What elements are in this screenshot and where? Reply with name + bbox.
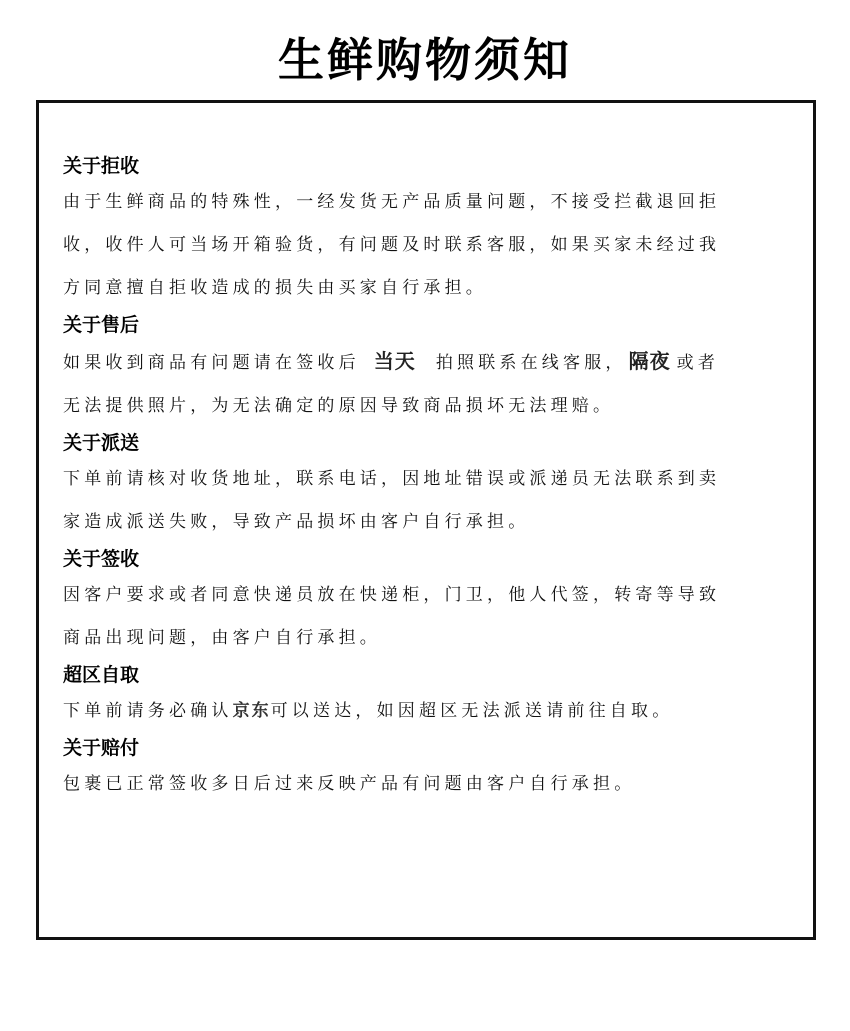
notice-content [63, 151, 793, 806]
section-line: 无法提供照片，为无法确定的原因导致商品损坏无法理赔。 [63, 396, 615, 416]
highlight-overnight: 隔夜 [628, 349, 671, 373]
section-line: 因客户要求或者同意快递员放在快递柜，门卫，他人代签，转寄等导致 [63, 585, 721, 605]
section-heading-delivery: 关于派送 [63, 432, 140, 454]
page-title: 生鲜购物须知 [278, 33, 572, 87]
text-segment: 或者 [676, 353, 720, 373]
section-line: 下单前请核对收货地址，联系电话，因地址错误或派递员无法联系到卖 [63, 469, 721, 489]
notice-box [36, 100, 816, 940]
section-heading-out-of-area: 超区自取 [63, 664, 140, 686]
section-line [63, 340, 793, 385]
section-line: 方同意擅自拒收造成的损失由买家自行承担。 [63, 278, 487, 298]
text-segment: 拍照联系在线客服， [435, 353, 627, 373]
text-segment: 下单前请务必确认 [63, 701, 233, 721]
section-line [63, 690, 793, 733]
section-heading-rejection: 关于拒收 [63, 155, 140, 177]
highlight-same-day: 当天 [373, 349, 416, 373]
section-heading-after-sales: 关于售后 [63, 314, 140, 336]
highlight-jd: 京东 [232, 701, 271, 721]
section-heading-signing: 关于签收 [63, 548, 140, 570]
section-line: 由于生鲜商品的特殊性，一经发货无产品质量问题，不接受拦截退回拒 [63, 192, 721, 212]
section-line: 包裹已正常签收多日后过来反映产品有问题由客户自行承担。 [63, 774, 636, 794]
text-segment: 如果收到商品有问题请在签收后 [63, 353, 360, 373]
section-heading-compensation: 关于赔付 [63, 737, 140, 759]
section-line: 商品出现问题，由客户自行承担。 [63, 628, 381, 648]
section-line: 收，收件人可当场开箱验货，有问题及时联系客服，如果买家未经过我 [63, 235, 721, 255]
text-segment: 可以送达，如因超区无法派送请前往自取。 [270, 701, 674, 721]
section-line: 家造成派送失败，导致产品损坏由客户自行承担。 [63, 512, 530, 532]
